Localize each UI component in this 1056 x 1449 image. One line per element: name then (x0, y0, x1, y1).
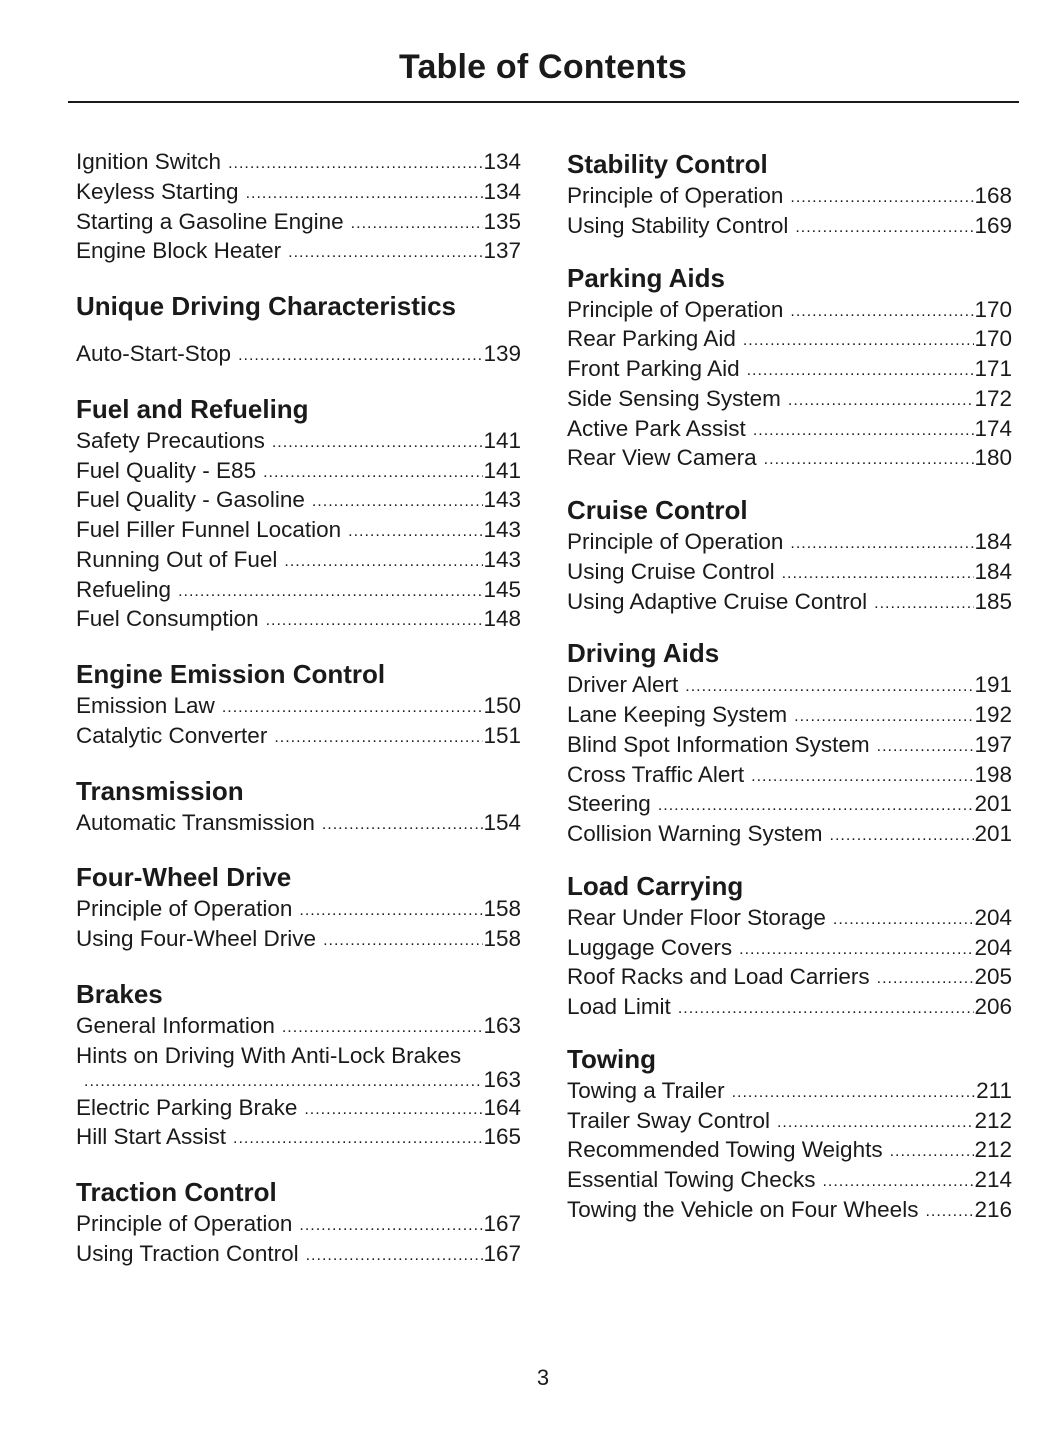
toc-entry[interactable]: Principle of Operation ..... 168 (567, 181, 1012, 211)
toc-entry[interactable]: Fuel Quality - Gasoline ..... 143 (76, 485, 521, 515)
section-title: Parking Aids (567, 262, 725, 293)
toc-entry[interactable]: Using Adaptive Cruise Control ..... 185 (567, 587, 1012, 617)
toc-entry[interactable]: Lane Keeping System ..... 192 (567, 700, 1012, 730)
toc-entry[interactable]: General Information ..... 163 (76, 1011, 521, 1041)
toc-entry[interactable]: Automatic Transmission ..... 154 (76, 808, 521, 838)
toc-entry[interactable]: Using Cruise Control ..... 184 (567, 557, 1012, 587)
section-title: Unique Driving Characteristics (76, 291, 456, 321)
toc-entry[interactable]: Starting a Gasoline Engine ..... 135 (76, 207, 521, 237)
toc-entry[interactable]: Cross Traffic Alert ..... 198 (567, 760, 1012, 790)
toc-entry[interactable]: Catalytic Converter ..... 151 (76, 721, 521, 751)
section-title: Towing (567, 1043, 657, 1074)
toc-entry[interactable]: Using Traction Control ..... 167 (76, 1239, 521, 1269)
section-title: Fuel and Refueling (76, 393, 309, 424)
toc-entry[interactable]: Electric Parking Brake ..... 164 (76, 1093, 521, 1123)
toc-entry[interactable]: Side Sensing System ..... 172 (567, 384, 1012, 414)
section-title: Brakes (76, 978, 163, 1009)
toc-entry[interactable]: Steering ..... 201 (567, 789, 1012, 819)
toc-entry[interactable]: Luggage Covers ..... 204 (567, 933, 1012, 963)
toc-entry[interactable]: Hill Start Assist ..... 165 (76, 1122, 521, 1152)
toc-entry[interactable]: Collision Warning System ..... 201 (567, 819, 1012, 849)
toc-entry[interactable]: Essential Towing Checks ..... 214 (567, 1165, 1012, 1195)
toc-entry[interactable]: Rear Under Floor Storage ..... 204 (567, 903, 1012, 933)
toc-entry[interactable]: Fuel Filler Funnel Location ..... 143 (76, 515, 521, 545)
toc-entry[interactable]: Using Four-Wheel Drive ..... 158 (76, 924, 521, 954)
toc-entry[interactable]: Running Out of Fuel ..... 143 (76, 545, 521, 575)
toc-entry[interactable]: Principle of Operation ..... 158 (76, 894, 521, 924)
toc-entry[interactable]: Using Stability Control ..... 169 (567, 211, 1012, 241)
toc-left-column (76, 147, 521, 1269)
section-title: Engine Emission Control (76, 659, 386, 689)
toc-entry[interactable]: Refueling ..... 145 (76, 575, 521, 605)
section-title: Load Carrying (567, 870, 744, 901)
toc-entry[interactable]: Principle of Operation ..... 167 (76, 1209, 521, 1239)
toc-entry[interactable]: Ignition Switch ..... 134 (76, 147, 521, 177)
toc-entry[interactable]: Keyless Starting ..... 134 (76, 177, 521, 207)
toc-entry[interactable]: Fuel Quality - E85 ..... 141 (76, 456, 521, 486)
toc-entry[interactable]: Auto-Start-Stop ..... 139 (76, 339, 521, 369)
toc-entry[interactable]: Principle of Operation ..... 170 (567, 295, 1012, 325)
section-title: Four-Wheel Drive (76, 862, 292, 893)
toc-entry[interactable]: Rear View Camera ..... 180 (567, 443, 1012, 473)
toc-entry[interactable]: Towing the Vehicle on Four Wheels ..... 216 (567, 1195, 1012, 1225)
toc-entry[interactable]: Fuel Consumption ..... 148 (76, 604, 521, 634)
page-number: 3 (536, 1365, 550, 1390)
toc-entry[interactable]: Rear Parking Aid ..... 170 (567, 324, 1012, 354)
toc-entry[interactable]: Blind Spot Information System ..... 197 (567, 730, 1012, 760)
section-title: Transmission (76, 775, 244, 806)
toc-entry[interactable]: Load Limit ..... 206 (567, 992, 1012, 1022)
title-divider (68, 101, 1019, 103)
section-title: Stability Control (567, 149, 768, 179)
toc-entry[interactable]: Front Parking Aid ..... 171 (567, 354, 1012, 384)
toc-entry[interactable]: Roof Racks and Load Carriers ..... 205 (567, 962, 1012, 992)
toc-entry[interactable]: Principle of Operation ..... 184 (567, 527, 1012, 557)
toc-entry[interactable]: Active Park Assist ..... 174 (567, 414, 1012, 444)
toc-entry[interactable]: Towing a Trailer ..... 211 (567, 1076, 1012, 1106)
toc-entry[interactable]: Hints on Driving With Anti-Lock Brakes ..... 163 (76, 1041, 521, 1093)
section-title: Driving Aids (567, 638, 720, 669)
toc-entry[interactable]: Recommended Towing Weights ..... 212 (567, 1135, 1012, 1165)
toc-entry[interactable]: Safety Precautions ..... 141 (76, 426, 521, 456)
section-title: Cruise Control (567, 495, 748, 525)
toc-entry[interactable]: Driver Alert ..... 191 (567, 670, 1012, 700)
toc-right-column (567, 147, 1012, 1225)
toc-entry[interactable]: Trailer Sway Control ..... 212 (567, 1106, 1012, 1136)
toc-entry[interactable]: Engine Block Heater ..... 137 (76, 236, 521, 266)
page-title: Table of Contents (399, 48, 687, 86)
toc-entry[interactable]: Emission Law ..... 150 (76, 691, 521, 721)
section-title: Traction Control (76, 1177, 277, 1207)
